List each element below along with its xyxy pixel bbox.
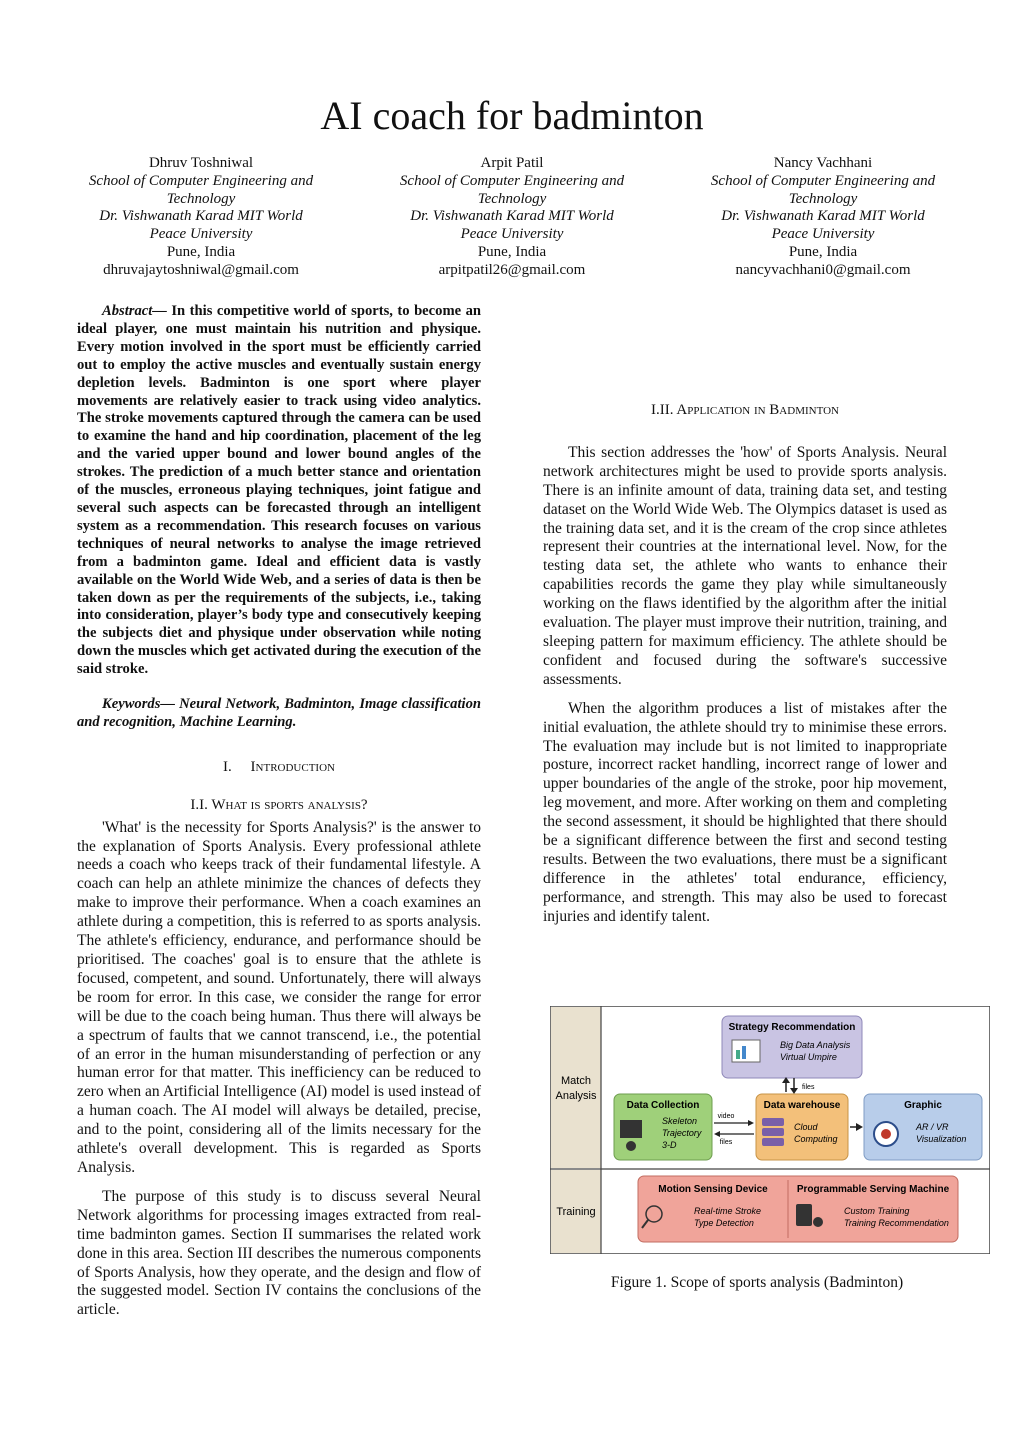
warehouse-title: Data warehouse: [763, 1100, 841, 1111]
collection-title: Data Collection: [626, 1100, 700, 1111]
collection-line-2: Trajectory: [662, 1128, 702, 1138]
strategy-line-1: Big Data Analysis: [780, 1040, 851, 1050]
collection-line-3: 3-D: [662, 1140, 677, 1150]
server-icon: [762, 1118, 784, 1126]
row-label-bg-match: [551, 1007, 601, 1168]
eye-pupil-icon: [881, 1129, 891, 1139]
section-title: Introduction: [250, 758, 335, 775]
abstract: [77, 303, 481, 679]
author-email: nancyvachhani0@gmail.com: [735, 261, 911, 278]
motion-line-2: Type Detection: [694, 1218, 754, 1228]
machine-icon: [796, 1204, 812, 1226]
files-label-left: files: [719, 1139, 733, 1146]
motion-title: Motion Sensing Device: [658, 1184, 768, 1195]
author-block-1: [51, 155, 351, 280]
left-column: [77, 303, 481, 1320]
collection-line-1: Skeleton: [662, 1116, 698, 1126]
author-name: Arpit Patil: [480, 155, 544, 171]
author-block-3: [673, 155, 973, 280]
server-icon: [762, 1138, 784, 1146]
author-university: Dr. Vishwanath Karad MIT World: [99, 208, 303, 225]
camera-icon: [620, 1120, 642, 1138]
row-label-training: Training: [556, 1206, 596, 1218]
diagram-svg: [550, 1006, 990, 1254]
person-icon: [813, 1217, 823, 1227]
figure-caption: Figure 1. Scope of sports analysis (Badminton): [610, 1274, 904, 1291]
author-city: Pune, India: [477, 243, 547, 260]
strategy-line-2: Virtual Umpire: [780, 1052, 837, 1062]
chart-icon-bar: [742, 1046, 746, 1059]
author-university: Dr. Vishwanath Karad MIT World: [721, 208, 925, 225]
author-email: arpitpatil26@gmail.com: [438, 261, 586, 278]
graphic-title: Graphic: [904, 1100, 942, 1111]
section-heading-introduction: [77, 758, 481, 777]
subsection-heading-what: I.I. What is sports analysis?: [190, 796, 368, 813]
serving-line-2: Training Recommendation: [844, 1218, 949, 1228]
row-label-analysis: Analysis: [555, 1090, 597, 1102]
serving-title: Programmable Serving Machine: [796, 1184, 950, 1195]
author-university: Dr. Vishwanath Karad MIT World: [410, 208, 614, 225]
paper-title: AI coach for badminton: [320, 93, 704, 138]
author-dept: School of Computer Engineering and: [710, 172, 936, 189]
serving-line-1: Custom Training: [844, 1206, 910, 1216]
author-dept: Technology: [477, 190, 547, 207]
strategy-title: Strategy Recommendation: [728, 1022, 856, 1033]
author-university: Peace University: [771, 226, 875, 243]
section-number: I.: [223, 758, 232, 775]
author-dept: School of Computer Engineering and: [88, 172, 314, 189]
abstract-label: Abstract—: [102, 303, 167, 319]
paragraph: The purpose of this study is to discuss several Neural Network algorithms for processing images extracted from real-time badminton games. Section II summarises the related work done in this area. Section III describes the numerous components of Sports Analysis, how they operate, and the design and flow of the suggested model. Section IV contains the conclusions of the article.: [77, 1187, 481, 1319]
author-university: Peace University: [460, 226, 564, 243]
motion-line-1: Real-time Stroke: [694, 1206, 762, 1216]
author-name: Dhruv Toshniwal: [148, 155, 254, 171]
video-label: video: [717, 1113, 735, 1120]
warehouse-line-2: Computing: [794, 1134, 838, 1144]
author-dept: Technology: [166, 190, 236, 207]
keywords-text: Neural Network, Badminton, Image classification and recognition, Machine Learning.: [77, 696, 481, 730]
paragraph: This section addresses the 'how' of Sports Analysis. Neural network architectures might be used to provide sports analysis. There is an infinite amount of data, training data set, and testing dataset on the World Wide Web. The Olympics dataset is used as the training data set, and it is the cream of the crop since athletes represent their countries at the international level. Now, for the testing data set, the athlete who wants to enhance their capabilities records the game they play while simultaneously working on the flaws identified by the algorithm after the initial evaluation. The player must improve their nutrition, training, and sleeping pattern for maximum efficiency. The athlete should be confident and focused during the software's successive assessments.: [543, 443, 947, 688]
author-city: Pune, India: [788, 243, 858, 260]
subsection-heading-application: I.II. Application in Badminton: [651, 402, 839, 418]
author-block-2: [362, 155, 662, 280]
author-email: dhruvajaytoshniwal@gmail.com: [103, 261, 299, 278]
paragraph: 'What' is the necessity for Sports Analysis?' is the answer to the explanation of Sports Analysis. Every professional athlete needs a coach who keeps track of their fundamental lifestyle. A coach can help an athlete minimize the chances of defects they make to improve their performance. When a coach examines an athlete during a competition, this is referred to as sports analysis. The athlete's efficiency, endurance, and performance should be prioritised. The coaches' goal is to ensure that the athlete is focused, competent, and sound. Unfortunately, there will always be room for error. In this case, we consider the range for error will be due to the coach being human. Thus there will always be a spectrum of faults that we cannot transcend, i.e., the potential of an error in the human misunderstanding of perfection or any human error for that matter. This inefficiency can be reduced to zero when an Artificial Intelligence (AI) model is used instead of a human coach. The AI model will always be detailed, precise, and to the point, considering all of the limits necessary for the athlete's overall development. This is regarded as Sports Analysis.: [77, 818, 481, 1176]
graphic-line-2: Visualization: [916, 1134, 967, 1144]
server-icon: [762, 1128, 784, 1136]
camera-reel-icon: [626, 1141, 636, 1151]
figure-scope-diagram: [550, 1006, 990, 1254]
files-label-top: files: [802, 1084, 815, 1091]
right-column: [543, 303, 947, 927]
author-university: Peace University: [149, 226, 253, 243]
chart-icon: [736, 1050, 740, 1059]
row-label-match: Match: [561, 1075, 591, 1087]
paragraph: When the algorithm produces a list of mistakes after the initial evaluation, the athlete should try to minimise these errors. The evaluation may include but is not limited to inappropriate posture, incorrect racket handling, incorrect range of lower and upper boundaries of the angle of the stroke, poor hip movement, leg movement, and more. After working on them and completing the second assessment, it should be highlighted that there should be a significant difference between the first and second testing results. Between the two evaluations, there must be a significant difference in the athletes' total endurance, efficiency, performance, and strength. This may also be used to forecast injuries and identify talent.: [543, 699, 947, 925]
abstract-text: In this competitive world of sports, to become an ideal player, one must maintain his nutrition and physique. Every motion involved in the sport must be efficiently carried out to employ the active muscles and eventually sustain energy depletion levels. Badminton is one sport where player movements are relatively easier to track using video analytics. The stroke movements captured through the camera can be used to examine the hand and hip coordination, placement of the leg and the varied upper bound and lower bound angles of the strokes. The prediction of a much better stance and orientation of the muscles, erroneous playing techniques, joint fatigue and several such aspects can be forecasted through an intelligent system as a recommendation. This research focuses on various techniques of neural networks to analyse the image retrieved from a badminton game. Ideal and efficient data is vastly available on the World Wide Web, and a series of data is then be taken down as per the requirements of the subjects, i.e., taking into consideration, player’s body type and consecutively keeping the subjects diet and physique under observation while noting down the muscles which get activated during the execution of the said stroke.: [77, 303, 481, 678]
author-dept: Technology: [788, 190, 858, 207]
keywords-label: Keywords—: [102, 696, 175, 713]
keywords: [77, 696, 481, 732]
author-name: Nancy Vachhani: [773, 155, 873, 171]
author-dept: School of Computer Engineering and: [399, 172, 625, 189]
graphic-line-1: AR / VR: [916, 1122, 949, 1132]
warehouse-line-1: Cloud: [794, 1122, 818, 1132]
author-city: Pune, India: [166, 243, 236, 260]
